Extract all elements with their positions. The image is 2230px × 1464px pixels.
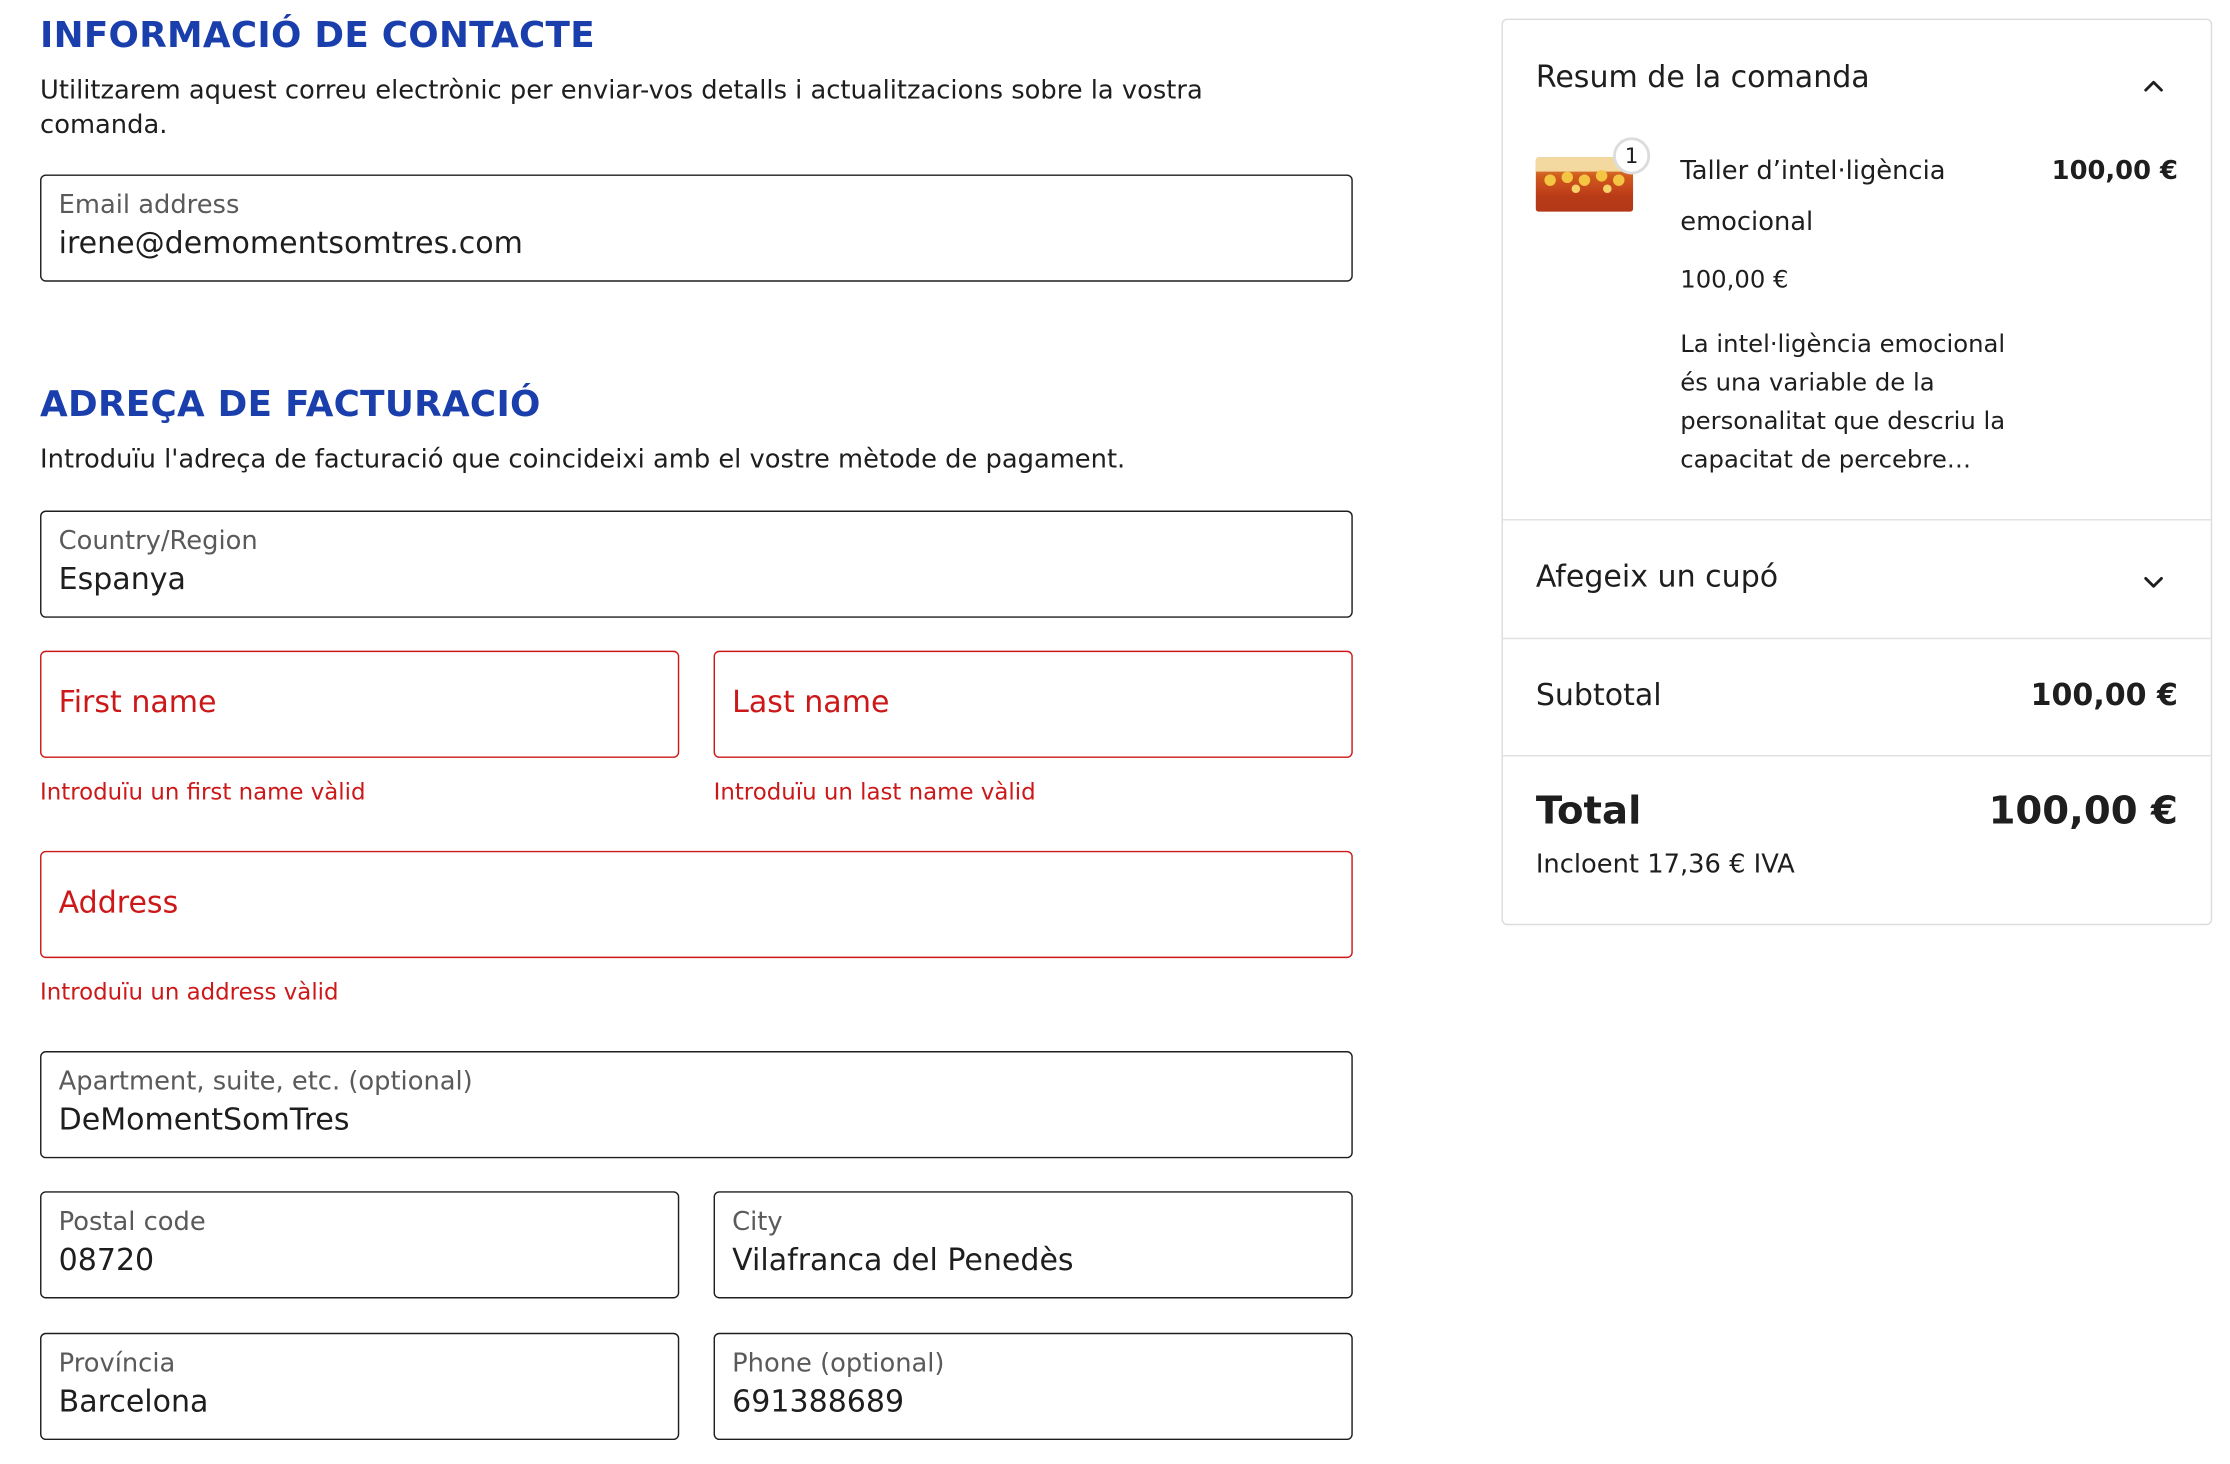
country-region-value: Espanya [58,561,186,597]
postal-code-value: 08720 [58,1242,155,1277]
province-value: Barcelona [58,1384,209,1419]
summary-divider [1503,519,2211,520]
product-description-line: capacitat de percebre… [1680,446,1972,475]
product-name-line-2: emocional [1680,207,1814,238]
billing-section-title: ADREÇA DE FACTURACIÓ [40,383,541,425]
email-field[interactable] [40,174,1353,281]
billing-section-description: Introduïu l'adreça de facturació que coincideixi amb el vostre mètode de pagament. [40,444,1126,475]
contact-section-description: Utilitzarem aquest correu electrònic per enviar-vos detalls i actualitzacions sobre la vostra comanda. [40,75,1203,141]
tax-note: Incloent 17,36 € IVA [1535,849,1795,880]
product-name [1680,146,1945,249]
summary-divider [1503,755,2211,756]
subtotal-value: 100,00 € [2030,677,2178,713]
email-field-label: Email address [58,190,240,221]
postal-code-field[interactable] [40,1191,679,1298]
product-description [1680,326,2005,480]
last-name-field[interactable] [714,651,1353,758]
product-description-line: personalitat que descriu la [1680,407,2006,437]
total-label: Total [1535,789,1642,834]
chevron-up-icon[interactable] [2144,79,2164,93]
product-description-line: és una variable de la [1680,368,1935,398]
address-placeholder: Address [58,885,179,920]
product-description-line: La intel·ligència emocional [1680,330,2006,359]
first-name-field[interactable] [40,651,679,758]
address-error: Introduïu un address vàlid [40,978,339,1006]
city-label: City [732,1206,783,1237]
email-field-value: irene@demomentsomtres.com [58,225,523,261]
apartment-field-label: Apartment, suite, etc. (optional) [58,1066,473,1097]
city-value: Vilafranca del Penedès [732,1242,1074,1277]
province-select[interactable] [40,1333,679,1440]
phone-field[interactable] [714,1333,1353,1440]
contact-section-title: INFORMACIÓ DE CONTACTE [40,14,595,56]
add-coupon-toggle[interactable]: Afegeix un cupó [1535,559,1779,594]
product-line-total: 100,00 € [2051,155,2178,186]
province-label: Província [58,1348,176,1379]
phone-value: 691388689 [732,1384,905,1419]
total-value: 100,00 € [1988,789,2178,834]
product-name-line-1: Taller d’intel·ligència [1680,155,1946,186]
apartment-field[interactable] [40,1051,1353,1158]
product-unit-price: 100,00 € [1680,265,1789,295]
phone-label: Phone (optional) [732,1348,945,1379]
city-field[interactable] [714,1191,1353,1298]
last-name-error: Introduïu un last name vàlid [713,777,1036,806]
subtotal-label: Subtotal [1535,677,1662,713]
first-name-error: Introduïu un first name vàlid [40,777,366,806]
apartment-field-value: DeMomentSomTres [58,1102,350,1137]
quantity-badge: 1 [1613,137,1650,174]
last-name-placeholder: Last name [732,684,890,720]
country-region-select[interactable] [40,511,1353,618]
first-name-placeholder: First name [58,684,217,720]
chevron-down-icon[interactable] [2144,575,2164,589]
address-field[interactable] [40,851,1353,958]
order-summary-panel [1502,19,2213,926]
postal-code-label: Postal code [58,1206,206,1237]
summary-divider [1503,638,2211,639]
country-region-label: Country/Region [58,526,258,557]
order-summary-title: Resum de la comanda [1535,60,1870,95]
